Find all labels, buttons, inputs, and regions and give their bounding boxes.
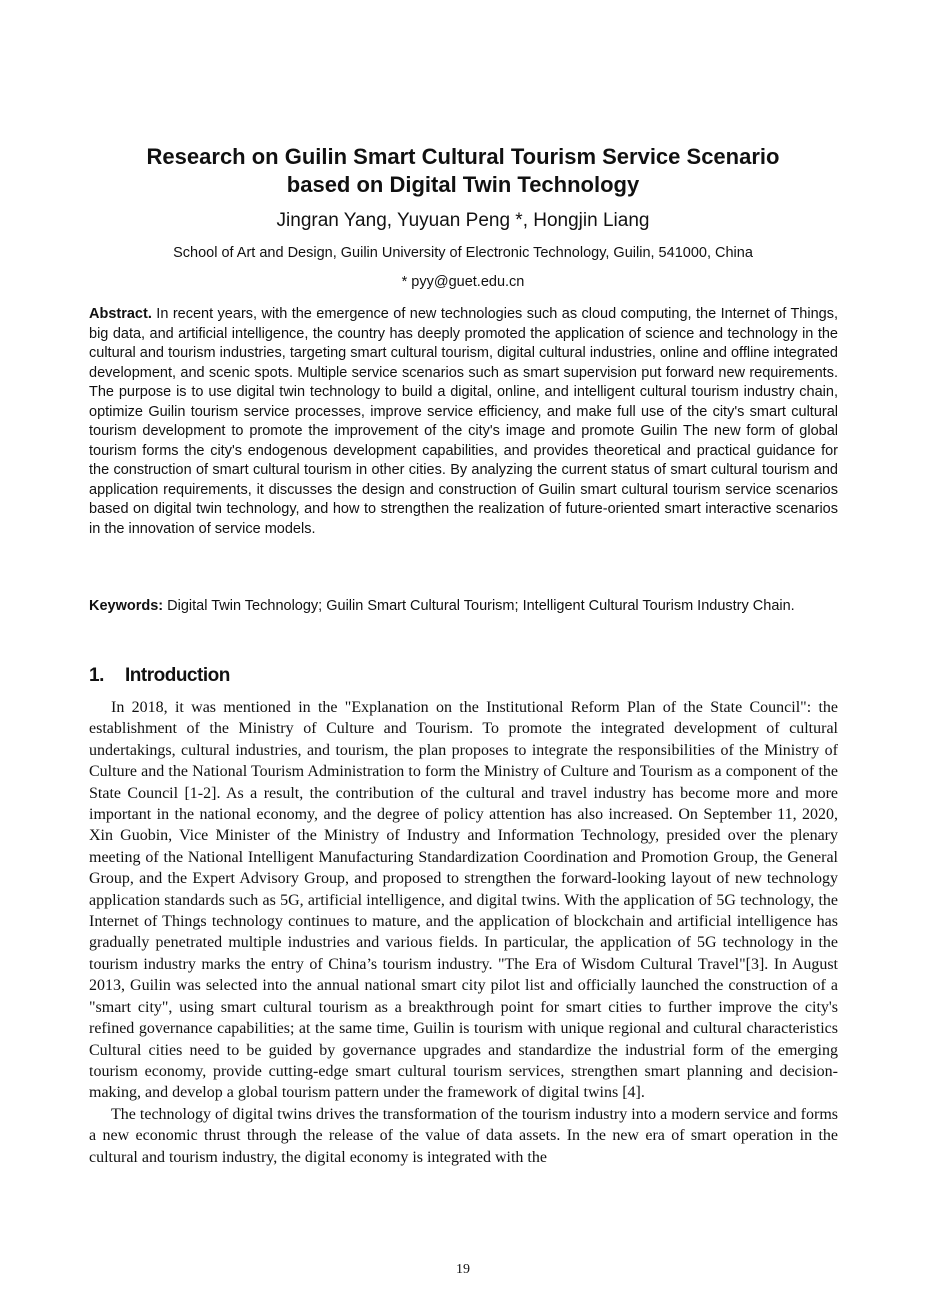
abstract-text: In recent years, with the emergence of new technologies such as cloud computing, the Internet of Things, big data, and artificial intelligence, the country has deeply promoted the application of science and technology in the cultural and tourism industries, targeting smart cultural tourism, digital cultural industries, online and offline integrated development, and scenic spots. Multiple service scenarios such as smart supervision put forward new requirements. The purpose is to use digital twin technology to build a digital, online, and intelligent cultural tourism industry chain, optimize Guilin tourism service processes, improve service efficiency, and make full use of the city's smart cultural tourism development to promote the improvement of the city's image and promote Guilin The new form of global tourism forms the city's endogenous development capabilities, and provides theoretical and practical guidance for the construction of smart cultural tourism in other cities. By analyzing the current status of smart cultural tourism and application requirements, it discusses the design and construction of Guilin smart cultural tourism service scenarios based on digital twin technology, and how to strengthen the realization of future-oriented smart interactive scenarios in the innovation of service models. <box>89 306 838 537</box>
paper-title <box>60 143 866 199</box>
author-list: Jingran Yang, Yuyuan Peng *, Hongjin Liang <box>276 210 650 231</box>
section-title: Introduction <box>125 665 230 686</box>
keywords <box>89 597 838 617</box>
keywords-text: Digital Twin Technology; Guilin Smart Cultural Tourism; Intelligent Cultural Tourism Industry Chain. <box>163 598 795 614</box>
body-paragraph: The technology of digital twins drives the transformation of the tourism industry into a modern service and forms a new economic thrust through the release of the value of data assets. In the new era of smart operation in the cultural and tourism industry, the digital economy is integrated with the <box>89 1105 838 1166</box>
paper-title-line-2: based on Digital Twin Technology <box>286 172 640 197</box>
page-number: 19 <box>456 1262 470 1277</box>
abstract-label: Abstract. <box>89 306 152 322</box>
abstract <box>89 305 838 539</box>
paper-title-line-1: Research on Guilin Smart Cultural Tourism Service Scenario <box>146 144 780 169</box>
introduction-body <box>89 697 838 1168</box>
section-number: 1. <box>89 665 104 686</box>
author-affiliation: School of Art and Design, Guilin University of Electronic Technology, Guilin, 541000, China <box>173 245 753 261</box>
body-paragraph: In 2018, it was mentioned in the "Explanation on the Institutional Reform Plan of the State Council": the establishment of the Ministry of Culture and Tourism. To promote the integrated development of cultural undertakings, cultural industries, and tourism, the plan proposes to integrate the responsibilities of the Ministry of Culture and the National Tourism Administration to form the Ministry of Culture and Tourism as a component of the State Council [1-2]. As a result, the contribution of the cultural and travel industry has become more and more important in the national economy, and the degree of policy attention has also increased. On September 11, 2020, Xin Guobin, Vice Minister of the Ministry of Industry and Information Technology, presided over the plenary meeting of the National Intelligent Manufacturing Standardization Coordination and Promotion Group, the General Group, and the Expert Advisory Group, and proposed to strengthen the forward-looking layout of new technology application standards such as 5G, artificial intelligence, and digital twins. With the application of 5G technology, the Internet of Things technology continues to mature, and the application of blockchain and artificial intelligence has gradually penetrated multiple industries and various fields. In particular, the application of 5G technology in the tourism industry marks the entry of China’s tourism industry. "The Era of Wisdom Cultural Travel"[3]. In August 2013, Guilin was selected into the annual national smart city pilot list and officially launched the construction of a "smart city", using smart cultural tourism as a breakthrough point for smart cities to further improve the city's refined governance capabilities; at the same time, Guilin is tourism with unique regional and cultural characteristics Cultural cities need to be guided by governance upgrades and standardize the industrial form of the emerging tourism economy, provide cutting-edge smart cultural tourism services, strengthen smart planning and decision-making, and develop a global tourism pattern under the framework of digital twins [4]. <box>89 699 838 1102</box>
keywords-label: Keywords: <box>89 598 164 614</box>
section-heading-introduction <box>89 663 838 689</box>
corresponding-email: * pyy@guet.edu.cn <box>401 274 525 290</box>
